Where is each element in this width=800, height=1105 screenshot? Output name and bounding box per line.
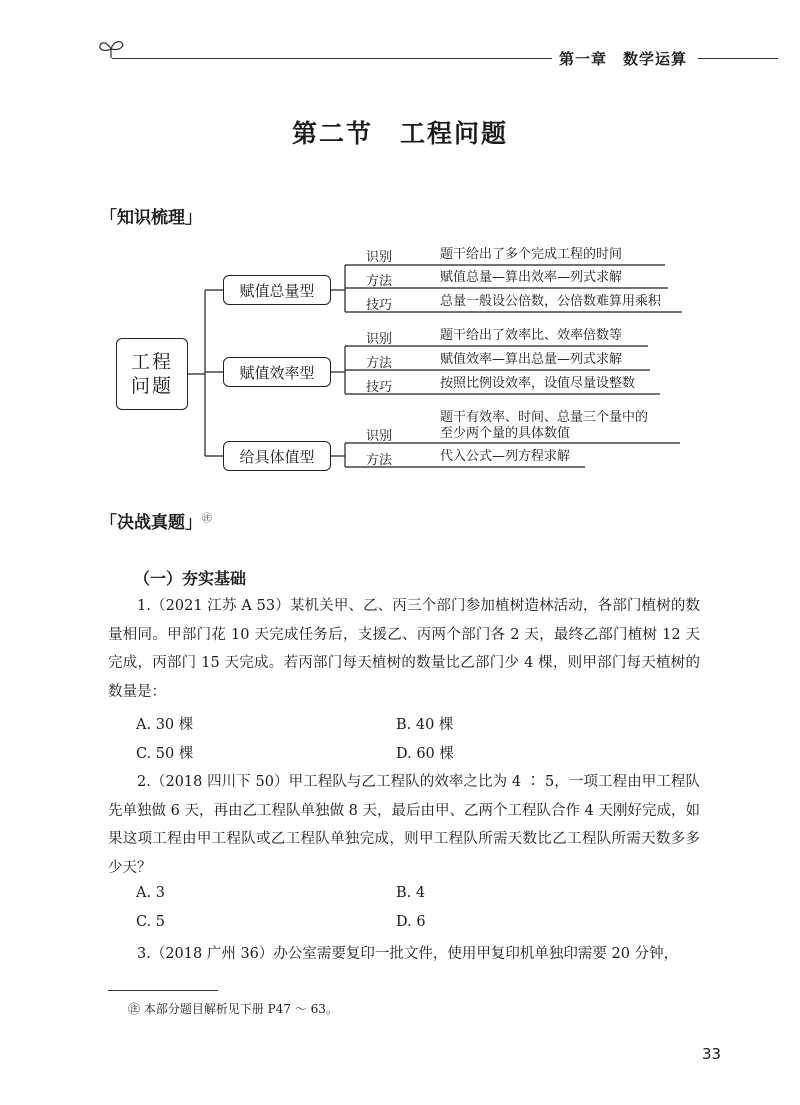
row-text: 赋值效率—算出总量—列式求解	[440, 352, 623, 367]
question-1-option-c: C. 50 棵	[136, 746, 194, 762]
question-2-option-d: D. 6	[396, 914, 426, 930]
row-text: 按照比例设效率，设值尽量设整数	[440, 376, 636, 391]
subsection-title: （一）夯实基础	[134, 569, 247, 588]
row-label: 技巧	[366, 380, 393, 395]
mindmap-root	[116, 338, 188, 410]
footnote-mark: ㊟	[202, 513, 212, 525]
row-text: 总量一般设公倍数，公倍数难算用乘积	[440, 294, 662, 309]
row-label: 技巧	[366, 298, 393, 313]
question-1-option-b: B. 40 棵	[396, 717, 454, 733]
row-text: 赋值总量—算出效率—列式求解	[440, 270, 623, 285]
root-line-1: 工程	[130, 351, 173, 373]
row-label: 识别	[366, 429, 393, 444]
branch-given-values: 给具体值型	[223, 441, 331, 471]
question-1-stem: 1.（2021 江苏 A 53）某机关甲、乙、丙三个部门参加植树造林活动，各部门植树的数量相同。甲部门花 10 天完成任务后，支援乙、丙两个部门各 2 天，最终乙部门植树 12 天完成，丙部门 15 天完成。若丙部门每天植树的数量比乙部门少 4 棵，则甲部门每天植树的数量是：	[108, 598, 700, 700]
footnote: ㊟ 本部分题目解析见下册 P47 ～ 63。	[128, 1002, 338, 1016]
page-number: 33	[702, 1045, 722, 1063]
page-title: 第二节 工程问题	[291, 119, 508, 148]
question-1-option-d: D. 60 棵	[396, 746, 454, 762]
row-text: 题干给出了多个完成工程的时间	[440, 247, 623, 262]
question-2-option-a: A. 3	[136, 885, 165, 901]
row-label: 方法	[366, 274, 393, 289]
row-text: 题干给出了效率比、效率倍数等	[440, 328, 623, 343]
row-text-line-2: 至少两个量的具体数值	[440, 426, 571, 441]
row-label: 识别	[366, 332, 393, 347]
branch-assign-efficiency: 赋值效率型	[223, 357, 331, 387]
row-label: 方法	[366, 453, 393, 468]
row-text: 代入公式—列方程求解	[440, 449, 571, 464]
question-1-option-a: A. 30 棵	[136, 717, 194, 733]
question-2-stem: 2.（2018 四川下 50）甲工程队与乙工程队的效率之比为 4 ∶ 5，一项工程由甲工程队先单独做 6 天，再由乙工程队单独做 8 天，最后由甲、乙两个工程队合作 4 天刚好完成，如果这项工程由甲工程队或乙工程队单独完成，则甲工程队所需天数比乙工程队所需天数多多少天？	[108, 774, 700, 876]
practice-heading-text: 「决战真题」	[100, 513, 202, 533]
row-label: 方法	[366, 356, 393, 371]
knowledge-heading: 「知识梳理」	[100, 208, 202, 228]
question-2-option-b: B. 4	[396, 885, 426, 901]
question-2-option-c: C. 5	[136, 914, 166, 930]
root-line-2: 问题	[130, 375, 173, 397]
row-text-line-1: 题干有效率、时间、总量三个量中的	[440, 410, 649, 425]
question-3-stem: 3.（2018 广州 36）办公室需要复印一批文件，使用甲复印机单独印需要 20 分钟，	[137, 946, 679, 962]
footnote-rule	[108, 990, 218, 991]
chapter-title: 第一章 数学运算	[559, 50, 688, 68]
practice-heading	[100, 508, 212, 533]
branch-assign-total: 赋值总量型	[223, 275, 331, 305]
row-label: 识别	[366, 250, 393, 265]
